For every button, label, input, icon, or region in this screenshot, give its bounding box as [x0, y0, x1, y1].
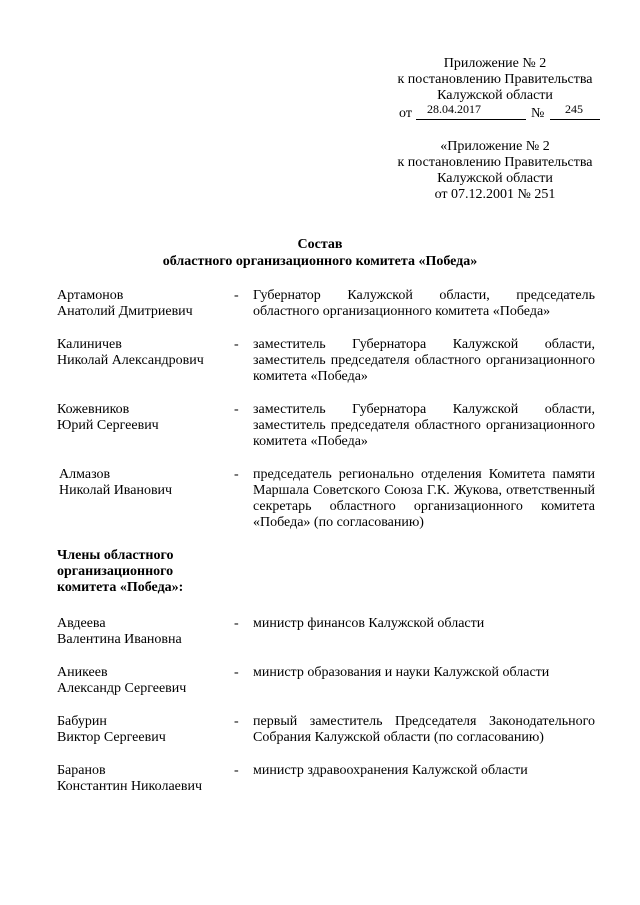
original-appendix-title: «Приложение № 2	[440, 139, 550, 154]
role-line: «Победа» (по согласованию)	[253, 515, 424, 530]
person-role	[253, 714, 595, 746]
person-given-name: Николай Иванович	[59, 483, 173, 498]
appendix-from-label: от	[399, 106, 412, 121]
person-name	[57, 763, 232, 795]
person-role	[253, 665, 595, 681]
dash-separator: -	[234, 467, 239, 482]
person-role	[253, 288, 595, 320]
appendix-header	[385, 56, 605, 104]
person-given-name: Николай Александрович	[57, 353, 204, 368]
person-surname: Авдеева	[57, 616, 106, 631]
person-name	[57, 402, 227, 434]
dash-separator: -	[234, 763, 239, 778]
person-name	[59, 467, 229, 499]
role-line: заместитель Губернатора Калужской области,	[253, 337, 595, 352]
appendix-region-line: Калужской области	[437, 88, 553, 103]
person-surname: Калиничев	[57, 337, 122, 352]
dash-separator: -	[234, 337, 239, 352]
dash-separator: -	[234, 616, 239, 631]
person-surname: Аникеев	[57, 665, 108, 680]
role-line: первый заместитель Председателя Законодательного	[253, 714, 595, 729]
person-given-name: Константин Николаевич	[57, 779, 203, 794]
original-appendix-header	[385, 139, 605, 203]
original-appendix-date-line: от 07.12.2001 № 251	[434, 187, 556, 202]
dash-separator: -	[234, 714, 239, 729]
appendix-date: 28.04.2017	[427, 102, 481, 116]
person-role	[253, 616, 595, 632]
members-heading	[57, 548, 227, 596]
person-role	[253, 763, 595, 779]
person-surname: Алмазов	[59, 467, 111, 482]
appendix-title: Приложение № 2	[443, 56, 547, 71]
original-appendix-resolution-line: к постановлению Правительства	[397, 155, 593, 170]
person-name	[57, 288, 227, 320]
person-name	[57, 665, 227, 697]
role-line: министр образования и науки Калужской области	[253, 665, 550, 680]
appendix-number-label: №	[531, 106, 545, 121]
person-surname: Баранов	[57, 763, 106, 778]
appendix-resolution-line: к постановлению Правительства	[397, 72, 593, 87]
person-given-name: Анатолий Дмитриевич	[57, 304, 193, 319]
dash-separator: -	[234, 665, 239, 680]
role-line: заместитель председателя областного организационного	[253, 353, 595, 368]
person-surname: Бабурин	[57, 714, 107, 729]
person-name	[57, 616, 227, 648]
person-role	[253, 402, 595, 450]
person-role	[253, 467, 595, 531]
role-line: Губернатор Калужской области, председатель	[253, 288, 595, 303]
person-name	[57, 337, 227, 369]
members-heading-line: организационного	[57, 564, 174, 579]
role-line: Маршала Советского Союза Г.К. Жукова, ответственный	[253, 483, 595, 498]
role-line: заместитель Губернатора Калужской области,	[253, 402, 595, 417]
role-line: председатель регионально отделения Комитета памяти	[253, 467, 595, 482]
person-given-name: Валентина Ивановна	[57, 632, 182, 647]
members-heading-line: комитета «Победа»:	[57, 580, 184, 595]
appendix-number: 245	[565, 102, 583, 116]
role-line: министр финансов Калужской области	[253, 616, 485, 631]
person-name	[57, 714, 227, 746]
person-role	[253, 337, 595, 385]
dash-separator: -	[234, 402, 239, 417]
role-line: комитета «Победа»	[253, 369, 368, 384]
dash-separator: -	[234, 288, 239, 303]
role-line: областного организационного комитета «Победа»	[253, 304, 551, 319]
person-given-name: Юрий Сергеевич	[57, 418, 159, 433]
members-heading-line: Члены областного	[57, 548, 174, 563]
document-subtitle: областного организационного комитета «Победа»	[162, 254, 478, 269]
document-title: Состав	[297, 237, 343, 252]
person-given-name: Виктор Сергеевич	[57, 730, 166, 745]
role-line: секретарь областного организационного комитета	[253, 499, 595, 514]
person-surname: Кожевников	[57, 402, 130, 417]
role-line: Собрания Калужской области (по согласованию)	[253, 730, 544, 745]
person-given-name: Александр Сергеевич	[57, 681, 187, 696]
role-line: заместитель председателя областного организационного	[253, 418, 595, 433]
person-surname: Артамонов	[57, 288, 124, 303]
role-line: комитета «Победа»	[253, 434, 368, 449]
role-line: министр здравоохранения Калужской области	[253, 763, 528, 778]
original-appendix-region-line: Калужской области	[437, 171, 553, 186]
